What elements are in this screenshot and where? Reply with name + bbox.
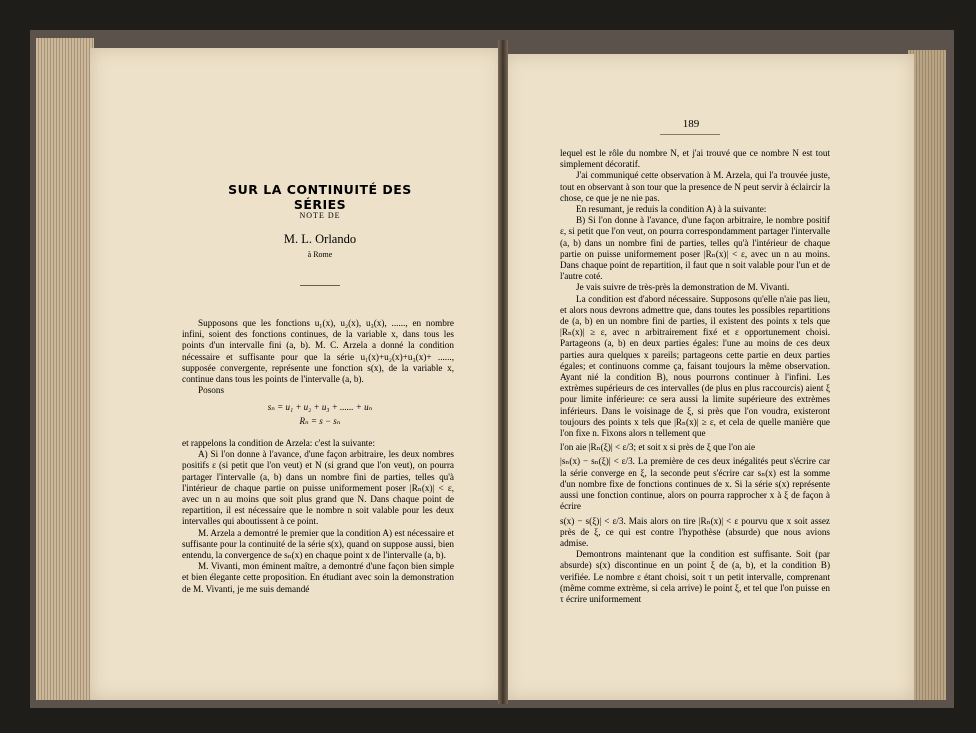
note-label: NOTE DE bbox=[299, 211, 341, 220]
paragraph-condition-a: A) Si l'on donne à l'avance, d'une façon arbitraire, les deux nombres positifs ε (si petit que l'on veut) et N (si grand que l'on veut), on pourra partager l'intervalle (a, b) dans un nombre fini de parties, telles qu'à l'intérieur de chaque partie on puisse uniformement poser |Rₙ(x)| < ε, avec un n au moins que soit plus grand que N. Dans chaque point de repartition, il est nécessaire que le nombre n soit valable pour les deux intervalles qui aboutissent à ce point. bbox=[182, 449, 454, 527]
posons-label: Posons bbox=[198, 385, 225, 396]
left-paragraph-1 bbox=[182, 318, 454, 396]
formula-sn: sₙ = u₁ + u₂ + u₃ + ...... + uₙ bbox=[267, 402, 373, 412]
paragraph-vivanti: M. Vivanti, mon éminent maître, a demontré d'une façon bien simple et bien élegante cette proposition. En étudiant avec soin la demonstration de M. Vivanti, je me suis demandé bbox=[182, 561, 454, 594]
page-number-rule bbox=[660, 134, 720, 135]
formula-rn: Rₙ = s − sₙ bbox=[299, 416, 341, 426]
paragraph-arzela: M. Arzela a demontré le premier que la condition A) est nécessaire et suffisante pour la continuité de la série s(x), quand on suppose aussi, bien entendu, la convergence de sₙ(x) en chaque point x de l'intervalle (a, b). bbox=[182, 527, 454, 561]
right-p8: |sₙ(x) − sₙ(ξ)| < ε/3. La première de ces deux inégalités peut s'écrire car la série converge en ξ, la seconde peut s'écrire car sₙ(x) est la somme d'un nombre fixe de fonctions continues de x. Si la série s(x) représente aussi une fonction continue, alors on pourra rapprocher x à ξ de façon à écrire bbox=[560, 456, 830, 512]
left-paragraph-2 bbox=[182, 438, 454, 595]
right-text bbox=[560, 148, 830, 605]
paragraph-intro: Supposons que les fonctions u₁(x), u₂(x), u₃(x), ......, en nombre infini, soient des fonctions continues, de la variable x, dans tous les points d'un intervalle fini (a, b). M. C. Arzela a donné la condition nécessaire et suffisante pour que la série u₁(x)+u₂(x)+u₃(x)+ ......, supposée convergente, représente une fonction s(x), de la variable x, continue dans tous les points de l'intervalle (a, b). bbox=[182, 318, 454, 385]
right-p1: lequel est le rôle du nombre N, et j'ai trouvé que ce nombre N est tout simplement décoratif. bbox=[560, 148, 830, 170]
right-p5: Je vais suivre de très-près la demonstration de M. Vivanti. bbox=[576, 282, 790, 293]
right-p10: Demontrons maintenant que la condition est suffisante. Soit (par absurde) s(x) discontinue en un point ξ de (a, b), et la condition B) verifiée. Le nombre ε étant choisi, soit τ un petit intervalle, comprenant (même comme extrème, si cela arrive) le point ξ, et tel que l'on puisse en τ écrire uniformement bbox=[560, 549, 830, 604]
right-p3: En resumant, je reduis la condition A) à la suivante: bbox=[576, 204, 767, 215]
author-name: M. L. Orlando bbox=[283, 232, 357, 246]
right-p4: B) Si l'on donne à l'avance, d'une façon arbitraire, le nombre positif ε, si petit que l'on veut, on pourra correspondamment partager l'intervalle (a, b) dans un nombre fini de parties, telles qu'à l'intérieur de chaque partie on puisse uniformement poser |Rₙ(x)| < ε, avec un n au moins. Dans chaque point de repartition, il faut que n soit valable pour l'un et de l'autre coté. bbox=[560, 215, 830, 282]
left-page-edges bbox=[36, 38, 94, 700]
paragraph-condition-intro: et rappelons la condition de Arzela: c'est la suivante: bbox=[182, 438, 375, 448]
page-number: 189 bbox=[682, 118, 700, 130]
right-p6: La condition est d'abord nécessaire. Supposons qu'elle n'aie pas lieu, et alors nous devrons admettre que, dans toutes les possibles repartitions de (a, b) en un nombre fini de parties, il existent des points x tels que |Rₙ(x)| ≥ ε, avec n arbitrairement fixé et ε opportunement choisi. Partageons (a, b) en deux parties égales: l'une au moins de ces deux parties aura quelques x pareils; partageons cette partie en deux parties égales; et continuons comme ça, faisant toujours la même observation. Ayant nié la condition B), nous pourrons continuer à l'infini. Les extrèmes supérieurs de ces intervalles (de plus en plus raccourcis) aient ξ pour limite inférieure: ce sera aussi la limite supérieure des extrèmes inférieurs. Dans le voisinage de ξ, si près que l'on voudra, existeront toujours des points x tels que |Rₙ(x)| ≥ ε, et cela de quelle manière que l'on fixe n. Fixons alors n tellement que bbox=[560, 293, 830, 439]
right-p2: J'ai communiqué cette observation à M. Arzela, qui l'a trouvée juste, tout en observant à son tour que la presence de N peut servir à éclaircir la chose, ce que je ne nie pas. bbox=[560, 170, 830, 203]
book-gutter bbox=[498, 40, 508, 704]
author-place: à Rome bbox=[307, 250, 333, 259]
right-p9: s(x) − s(ξ)| < ε/3. Mais alors on tire |Rₙ(x)| < ε pourvu que x soit assez près de ξ, ce qui est contre l'hypothèse (absurde) que nous avions admise. bbox=[560, 515, 830, 548]
title-divider bbox=[300, 285, 340, 286]
right-p7: l'on aie |Rₙ(ξ)| < ε/3; et soit x si près de ξ que l'on aie bbox=[560, 442, 756, 453]
article-title: SUR LA CONTINUITÉ DES SÉRIES bbox=[228, 182, 412, 212]
